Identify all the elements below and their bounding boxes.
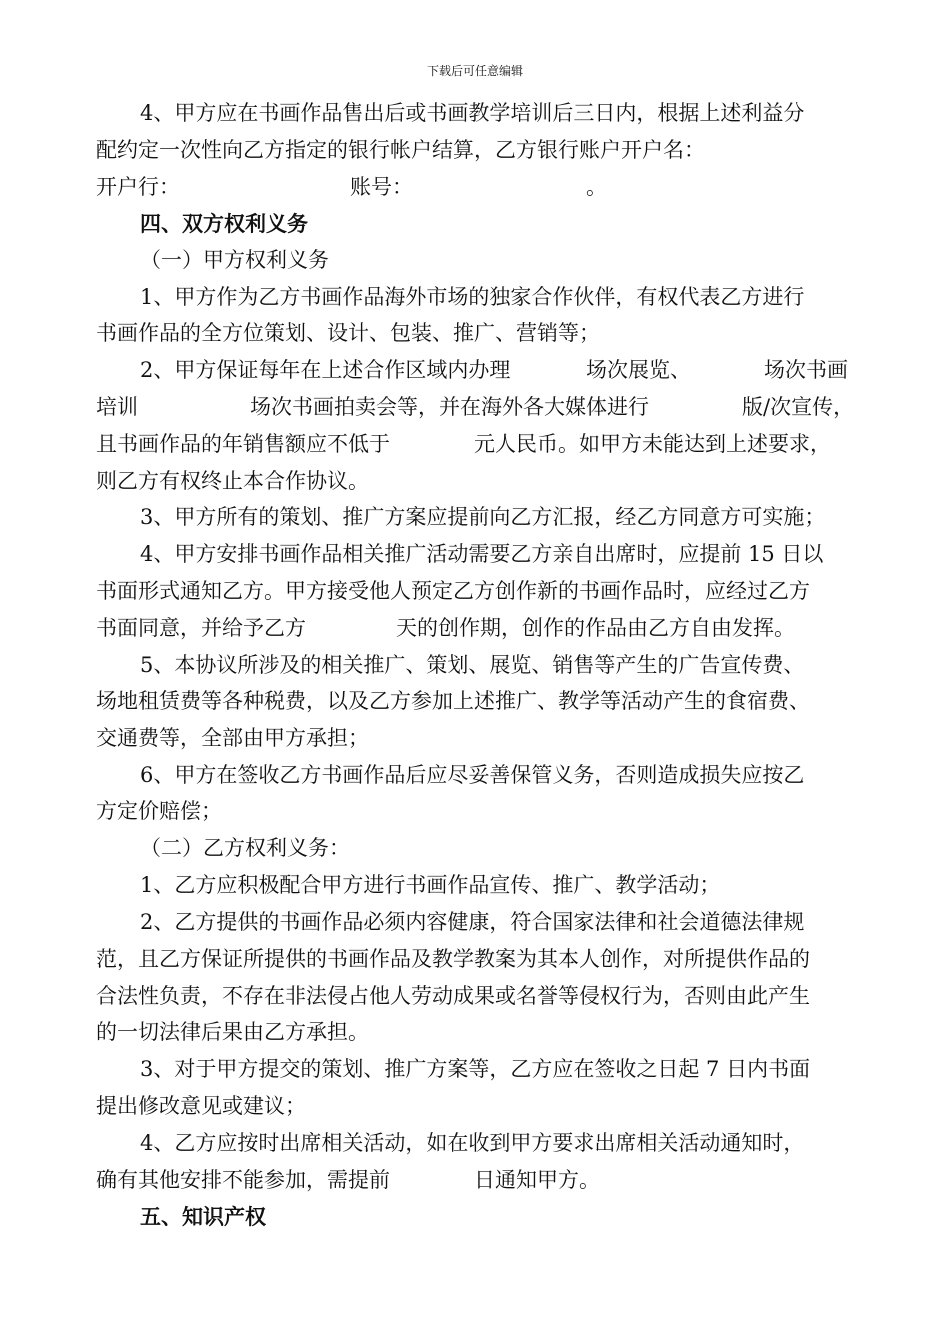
text-segment: 书面同意，并给予乙方	[96, 616, 306, 640]
text-segment: 天的创作期，创作的作品由乙方自由发挥。	[396, 616, 795, 640]
text-segment: 1、甲方作为乙方书画作品海外市场的独家合作伙伴，有权代表乙方进行	[140, 285, 805, 309]
text-segment: 版/次宣传，	[742, 395, 855, 419]
text-segment: 4、甲方安排书画作品相关推广活动需要乙方亲自出席时，应提前 15 日以	[140, 542, 824, 566]
text-segment: 4、甲方应在书画作品售出后或书画教学培训后三日内，根据上述利益分	[140, 101, 805, 125]
text-segment: 范，且乙方保证所提供的书画作品及教学教案为其本人创作，对所提供作品的	[96, 947, 810, 971]
text-segment: 配约定一次性向乙方指定的银行帐户结算，乙方银行账户开户名：	[96, 138, 705, 162]
text-segment: 场次展览、	[586, 358, 691, 382]
text-segment: （一）甲方权利义务	[140, 248, 329, 272]
page-header: 下载后可任意编辑	[426, 64, 523, 78]
text-segment: 3、甲方所有的策划、推广方案应提前向乙方汇报，经乙方同意方可实施；	[140, 505, 826, 529]
text-segment: 场地租赁费等各种税费，以及乙方参加上述推广、教学等活动产生的食宿费、	[96, 689, 810, 713]
text-segment: 提出修改意见或建议；	[96, 1094, 306, 1118]
text-segment: 书面形式通知乙方。甲方接受他人预定乙方创作新的书画作品时，应经过乙方	[96, 579, 810, 603]
text-segment: 5、本协议所涉及的相关推广、策划、展览、销售等产生的广告宣传费、	[140, 653, 805, 677]
text-segment: （二）乙方权利义务：	[140, 836, 350, 860]
text-segment: 确有其他安排不能参加，需提前	[96, 1168, 390, 1192]
text-segment: 6、甲方在签收乙方书画作品后应尽妥善保管义务，否则造成损失应按乙	[140, 763, 805, 787]
text-segment: 的一切法律后果由乙方承担。	[96, 1020, 369, 1044]
text-segment: 合法性负责，不存在非法侵占他人劳动成果或名誉等侵权行为，否则由此产生	[96, 984, 810, 1008]
text-segment: 方定价赔偿；	[96, 799, 222, 823]
text-segment: 且书画作品的年销售额应不低于	[96, 432, 390, 456]
text-segment: 开户行：	[96, 175, 180, 199]
text-segment: 书画作品的全方位策划、设计、包装、推广、营销等；	[96, 321, 600, 345]
text-segment: 账号：	[350, 175, 413, 199]
text-segment: 。	[586, 175, 607, 199]
text-segment: 2、乙方提供的书画作品必须内容健康，符合国家法律和社会道德法律规	[140, 910, 805, 934]
text-segment: 四、双方权利义务	[140, 211, 308, 236]
text-segment: 1、乙方应积极配合甲方进行书画作品宣传、推广、教学活动；	[140, 873, 721, 897]
text-segment: 培训	[96, 395, 138, 419]
text-segment: 则乙方有权终止本合作协议。	[96, 469, 369, 493]
text-segment: 场次书画拍卖会等，并在海外各大媒体进行	[250, 395, 649, 419]
text-segment: 日通知甲方。	[474, 1168, 600, 1192]
text-segment: 五、知识产权	[140, 1204, 266, 1229]
text-segment: 元人民币。如甲方未能达到上述要求，	[474, 432, 831, 456]
text-segment: 3、对于甲方提交的策划、推广方案等，乙方应在签收之日起 7 日内书面	[140, 1057, 811, 1081]
text-segment: 场次书画	[764, 358, 848, 382]
text-segment: 4、乙方应按时出席相关活动，如在收到甲方要求出席相关活动通知时，	[140, 1131, 805, 1155]
text-segment: 2、甲方保证每年在上述合作区域内办理	[140, 358, 511, 382]
text-segment: 交通费等，全部由甲方承担；	[96, 726, 369, 750]
